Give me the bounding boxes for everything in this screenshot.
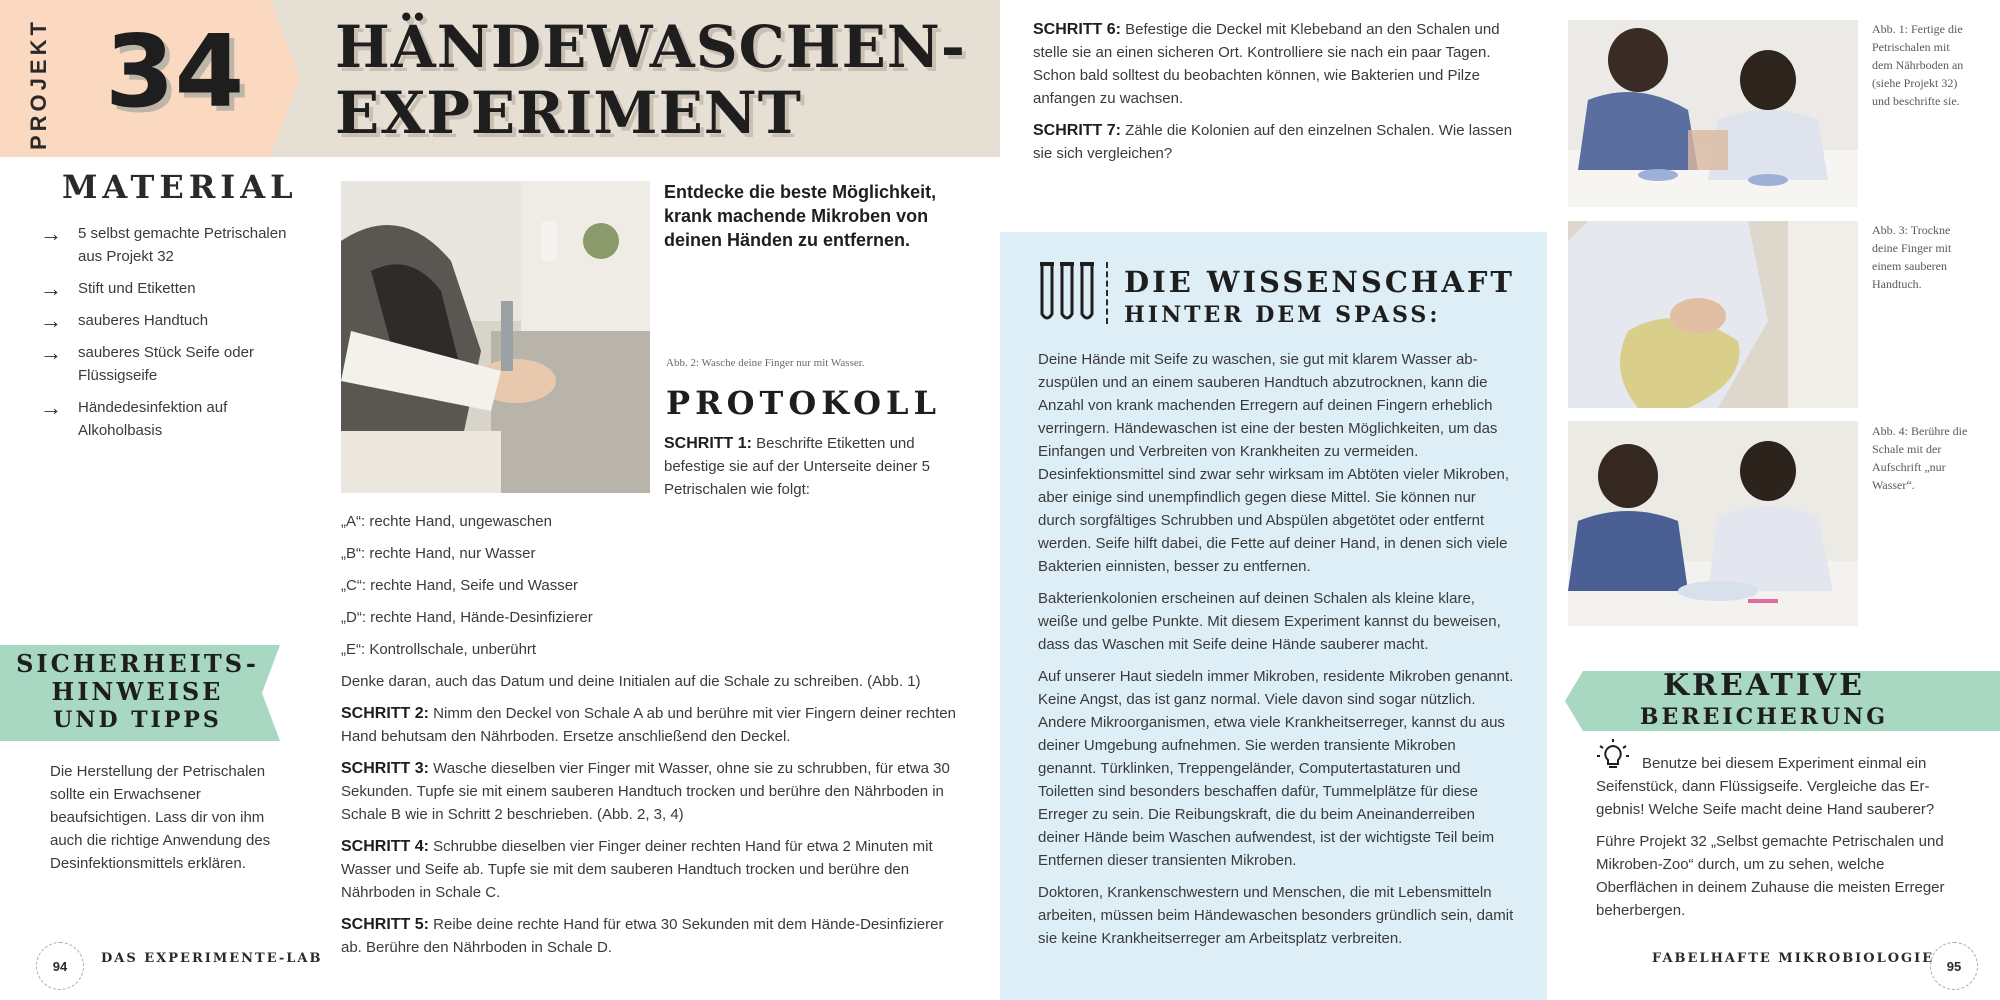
material-list [40, 222, 300, 451]
footer-left-title: DAS EXPERIMENTE-LAB [101, 951, 323, 966]
footer-right-title: FABELHAFTE MIKROBIOLOGIE [1652, 951, 1935, 966]
boys-petri-dishes-photo [1568, 20, 1858, 207]
step-5: SCHRITT 5: Reibe deine rechte Hand für etwa 30 Sekunden mit dem Hände-Desinfizierer ab. Berühre den Nährboden in Schale D. [341, 916, 944, 956]
science-heading: DIE WISSENSCHAFT HINTER DEM SPASS: [1124, 265, 1516, 328]
list-item: → Stift und Etiketten [40, 276, 196, 301]
caption-abb4: Abb. 4: Berühre die Schale mit der Aufschrift „nur Wasser“. [1872, 424, 1968, 492]
step-4: SCHRITT 4: Schrubbe dieselben vier Finger deiner rechten Hand für etwa 2 Minuten mit Wasser und Seife ab. Tupfe sie mit dem sauberen Handtuch trocken und berühre den Nährboden in Schale C. [341, 838, 933, 901]
list-item: „C“: rechte Hand, Seife und Wasser [341, 577, 579, 594]
paragraph: Führe Projekt 32 „Selbst gemachte Petrischalen und Mikroben-Zoo“ durch, um zu sehen, welche Oberflächen in deinem Zuhause die meisten Erreger beherbergen. [1596, 833, 1945, 919]
list-item: „E“: Kontrollschale, unberührt [341, 641, 537, 658]
protocol-heading: PROTOKOLL [666, 384, 942, 422]
list-item: „B“: rechte Hand, nur Wasser [341, 545, 536, 562]
reminder-text: Denke daran, auch das Datum und deine Initialen auf die Schale zu schreiben. (Abb. 1) [341, 673, 921, 690]
divider [1106, 262, 1108, 324]
intro-text: Entdecke die beste Möglichkeit, krank machende Mikroben von deinen Händen zu entfernen. [664, 182, 937, 250]
step-3: SCHRITT 3: Wasche dieselben vier Finger mit Wasser, ohne sie zu schrubben, für etwa 30 Sekunden. Tupfe sie mit einem sauberen Handtuch trocken und berühre den Nährboden in Schale B wie in Schritt 2 beschrieben. (Abb. 2, 3, 4) [341, 760, 950, 823]
safety-heading: SICHERHEITS- HINWEISE UND TIPPS [16, 649, 259, 733]
list-item: „A“: rechte Hand, ungewaschen [341, 513, 552, 530]
creative-text [1596, 752, 1966, 931]
project-label: PROJEKT [26, 18, 51, 150]
arrow-right-icon: → [40, 276, 62, 301]
drying-hands-photo [1568, 221, 1858, 408]
step-1: SCHRITT 1: Beschrifte Etiketten und befestige sie auf der Unterseite deiner 5 Petrischalen wie folgt: [664, 435, 930, 498]
steps-right-column [1033, 18, 1513, 174]
paragraph: Doktoren, Krankenschwestern und Menschen, die mit Lebensmitteln arbeiten, müssen beim Händewaschen besonders gründlich sein, damit sie keine Krankheitserreger am Arbeitsplatz verbreiten. [1038, 884, 1514, 947]
arrow-right-icon: → [40, 308, 62, 333]
paragraph: Benutze bei diesem Experiment einmal ein Seifenstück, dann Flüssigseife. Vergleiche das Ergebnis! Welche Seife macht deine Hand sauberer? [1596, 755, 1935, 818]
creative-heading: KREATIVE BEREICHERUNG [1639, 668, 1889, 730]
touching-dish-photo [1568, 421, 1858, 626]
list-item: „D“: rechte Hand, Hände-Desinfizierer [341, 609, 593, 626]
step-2: SCHRITT 2: Nimm den Deckel von Schale A ab und berühre mit vier Fingern deiner rechten Hand behutsam den Nährboden. Ersetze anschließend den Deckel. [341, 705, 956, 745]
caption-abb1: Abb. 1: Fertige die Petrischalen mit dem Nährboden an (siehe Projekt 32) und beschrifte sie. [1872, 22, 1964, 108]
paragraph: Deine Hände mit Seife zu waschen, sie gut mit klarem Wasser abzuspülen und an einem sauberen Handtuch abzutrocknen, kann die Anzahl von krank machenden Erregern auf deinen Fingern erheblich verringern. Händewaschen ist eine der besten Möglichkeiten, um das Einfangen und Verbreiten von Krankheiten zu vermeiden. Desinfektionsmittel sind zwar sehr wirksam im Abtöten vieler Mikroben, aber einige sind unempfindlich gegen diese Mittel. Sie können nur durch sorgfältiges Schrubben und Abspülen abgetötet oder entfernt werden. Seife hilft dabei, die Fette auf deiner Hand, in denen sich viele Bakterien einnisten, besser zu entfernen. [1038, 351, 1509, 575]
material-heading: MATERIAL [62, 168, 298, 206]
paragraph: Bakterienkolonien erscheinen auf deinen Schalen als kleine klare, weiße und gelbe Punkte. Mit diesem Experiment kannst du beweisen, dass das Waschen mit Seife deine Hände sauberer macht. [1038, 590, 1501, 653]
arrow-right-icon: → [40, 340, 62, 365]
step-6: SCHRITT 6: Befestige die Deckel mit Klebeband an den Schalen und stelle sie an einen sicheren Ort. Kontrolliere sie nach ein paar Tagen. Schon bald solltest du beobachten können, wie Bakterien und Pilze anfangen zu wachsen. [1033, 21, 1500, 107]
paragraph: Auf unserer Haut siedeln immer Mikroben, residente Mikroben genannt. Keine Angst, das ist ganz normal. Viele davon sind sogar nützlich. Andere Mikroorganismen, etwa viele Krankheitserreger, kannst du aus deiner Umgebung aufnehmen. Sie werden transiente Mikroben genannt. Türklinken, Treppengeländer, Computertastaturen und Toiletten sind besonders beschaffen dafür, Tummelplätze für diese Erreger zu sein. Die Reibungskraft, die du beim Aneinanderreiben deiner Hände beim Waschen aufwendest, ist der wichtigste Teil beim Entfernen dieser transienten Mikroben. [1038, 668, 1514, 869]
arrow-right-icon: → [40, 221, 62, 246]
science-text [1038, 348, 1516, 959]
page-number-right: 95 [1930, 942, 1978, 990]
label-list [341, 510, 961, 670]
caption-abb3: Abb. 3: Trockne deine Finger mit einem sauberen Handtuch. [1872, 223, 1952, 291]
step-7: SCHRITT 7: Zähle die Kolonien auf den einzelnen Schalen. Wie lassen sie sich vergleichen? [1033, 122, 1513, 162]
list-item: → sauberes Handtuch [40, 308, 209, 333]
page-title: HÄNDEWASCHEN- EXPERIMENT [335, 13, 966, 147]
test-tubes-icon [1038, 262, 1096, 324]
arrow-right-icon: → [40, 395, 62, 420]
project-number: 34 [105, 13, 245, 130]
list-item: → sauberes Stück Seife oder Flüssigseife [40, 340, 254, 384]
handwashing-photo [341, 181, 650, 493]
list-item: → Händedesinfektion auf Alkoholbasis [40, 395, 228, 439]
page-number-left: 94 [36, 942, 84, 990]
safety-text: Die Herstellung der Petrischalen sollte ein Erwachsener beaufsichtigen. Lass dir von ihm auch die richtige Anwendung des Desinfektionsmittels erklären. [50, 763, 271, 872]
steps-left-column [341, 670, 961, 968]
list-item: → 5 selbst gemachte Petrischalen aus Projekt 32 [40, 221, 287, 265]
caption-abb2: Abb. 2: Wasche deine Finger nur mit Wasser. [666, 357, 865, 369]
